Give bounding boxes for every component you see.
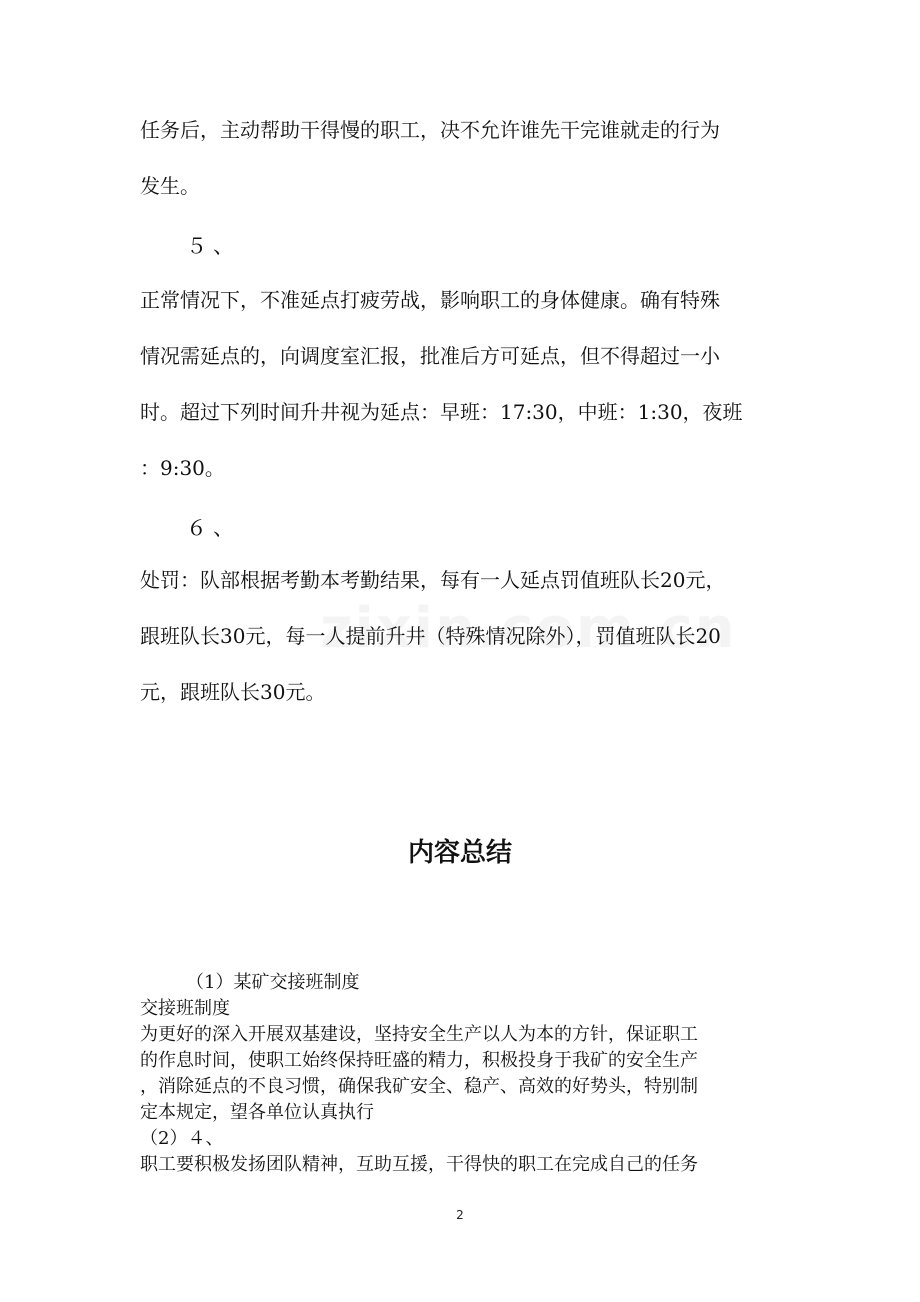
summary-line: 的作息时间，使职工始终保持旺盛的精力，积极投身于我矿的安全生产 [140,1050,698,1071]
summary-line: （2）４、 [140,1128,224,1149]
paragraph-6-line: 元，跟班队长30元。 [140,680,326,704]
summary-line: 定本规定，望各单位认真执行 [140,1102,374,1123]
summary-line: （1）某矿交接班制度 [186,972,360,993]
paragraph-6-line: 处罚：队部根据考勤本考勤结果，每有一人延点罚值班队长20元， [140,568,726,592]
paragraph-5-line: 情况需延点的，向调度室汇报，批准后方可延点，但不得超过一小 [140,344,720,368]
summary-line: 为更好的深入开展双基建设，坚持安全生产以人为本的方针，保证职工 [140,1024,698,1045]
paragraph-5-line: 时。超过下列时间升井视为延点：早班：17:30，中班：1:30，夜班 [140,400,743,424]
item-number-5: ５、 [186,234,240,258]
body-line: 任务后，主动帮助干得慢的职工，决不允许谁先干完谁就走的行为 [140,118,720,142]
summary-line: 职工要积极发扬团队精神，互助互援，干得快的职工在完成自己的任务 [140,1154,698,1175]
page-number: 2 [456,1208,464,1222]
paragraph-5-line: 正常情况下，不准延点打疲劳战，影响职工的身体健康。确有特殊 [140,288,720,312]
summary-line: 交接班制度 [140,998,230,1019]
summary-title: 内容总结 [407,838,512,868]
item-number-6: ６、 [186,516,240,540]
summary-line: ，消除延点的不良习惯，确保我矿安全、稳产、高效的好势头，特别制 [140,1076,698,1097]
paragraph-5-line: ：9:30。 [140,456,225,480]
paragraph-6-line: 跟班队长30元，每一人提前升井（特殊情况除外），罚值班队长20 [140,624,721,648]
body-line: 发生。 [140,174,200,198]
